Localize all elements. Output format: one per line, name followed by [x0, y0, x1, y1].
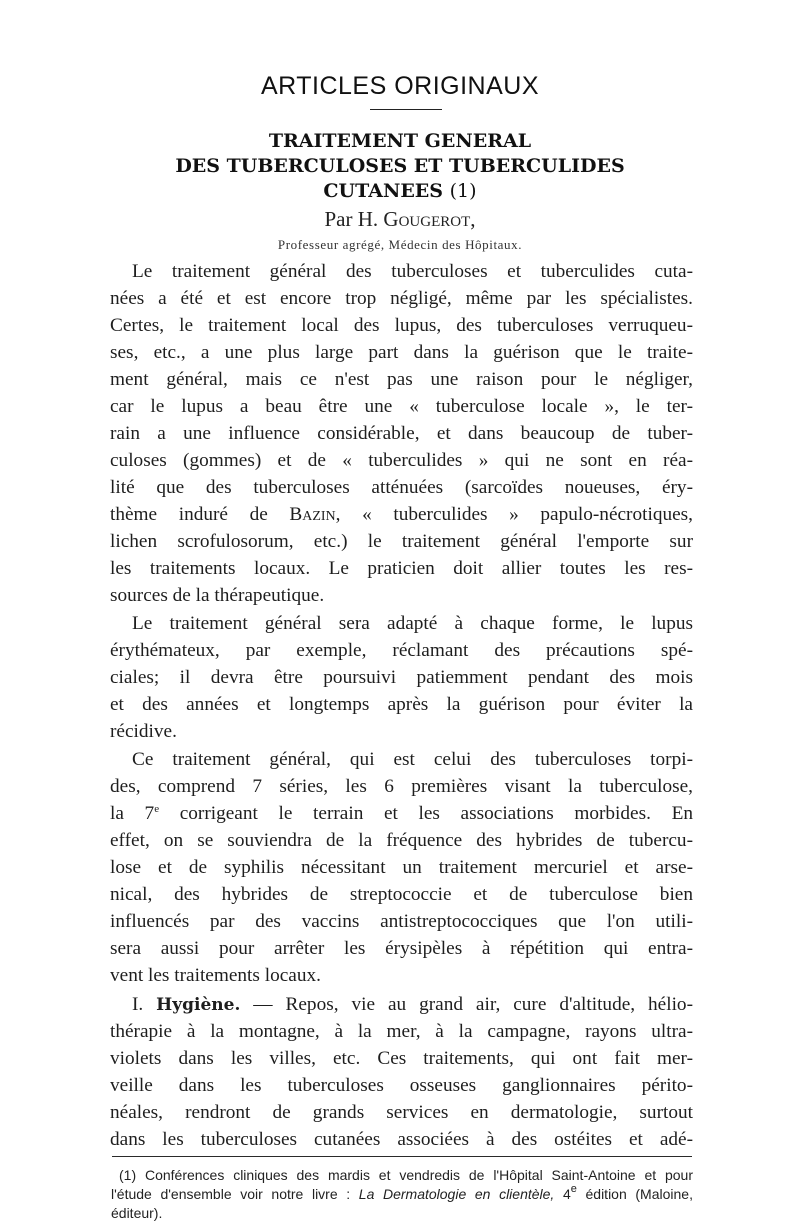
body-line-text: — Repos, vie au grand air, cure d'altitude, hélio-	[240, 994, 693, 1015]
body-line: et des années et longtemps après la guérison pour éviter la	[110, 694, 693, 715]
body-line: les traitements locaux. Le praticien doit allier toutes les res-	[110, 558, 693, 579]
body-line-text: I.	[132, 994, 157, 1015]
article-title-line-1: TRAITEMENT GENERAL	[268, 130, 532, 152]
body-line	[132, 993, 693, 1017]
article-title-line-2: DES TUBERCULOSES ET TUBERCULIDES	[175, 155, 625, 177]
body-line: érythémateux, par exemple, réclamant des précautions spé-	[110, 640, 693, 661]
author-name: Gougerot,	[383, 207, 476, 231]
body-line: Ce traitement général, qui est celui des tuberculoses torpi-	[132, 749, 693, 770]
body-line: lose et de syphilis nécessitant un traitement mercuriel et arse-	[110, 857, 693, 878]
footnote-reference: (1)	[449, 180, 477, 202]
body-line: lité que des tuberculoses atténuées (sarcoïdes noueuses, éry-	[110, 477, 693, 498]
body-line: violets dans les villes, etc. Ces traitements, qui ont fait mer-	[110, 1048, 693, 1069]
body-line: rain a une influence considérable, et dans beaucoup de tuber-	[110, 423, 693, 444]
article-title-line-3	[0, 180, 800, 202]
body-line: Le traitement général sera adapté à chaque forme, le lupus	[132, 613, 693, 634]
body-line: sera aussi pour arrêter les érysipèles à répétition qui entra-	[110, 938, 693, 959]
footnote-line: (1) Conférences cliniques des mardis et vendredis de l'Hôpital Saint-Antoine et pour	[119, 1167, 693, 1183]
body-line-text: thème induré de	[110, 504, 290, 525]
body-line: ses, etc., a une plus large part dans la guérison que le traite-	[110, 342, 693, 363]
author-line	[0, 207, 800, 232]
body-line: culoses (gommes) et de « tuberculides » qui ne sont en réa-	[110, 450, 693, 471]
author-prefix: Par H.	[324, 207, 379, 231]
section-heading: ARTICLES ORIGINAUX	[260, 72, 540, 100]
footnote-text: l'étude d'ensemble voir notre livre :	[111, 1186, 359, 1202]
body-line: néales, rendront de grands services en dermatologie, surtout	[110, 1102, 693, 1123]
body-line	[110, 802, 693, 826]
footnote-line	[111, 1185, 693, 1203]
body-line: influencés par des vaccins antistreptococciques que l'on utili-	[110, 911, 693, 932]
footnote-line: éditeur).	[111, 1205, 163, 1221]
footnote-text: édition (Maloine,	[576, 1186, 693, 1202]
body-line: ciales; il devra être poursuivi patiemment pendant des mois	[110, 667, 693, 688]
footnote-rule	[112, 1156, 692, 1157]
body-line-text: , « tuberculides » papulo-nécrotiques,	[335, 504, 693, 525]
body-line: effet, on se souviendra de la fréquence des hybrides de tubercu-	[110, 830, 693, 851]
body-line: vent les traitements locaux.	[110, 965, 321, 986]
body-line: Le traitement général des tuberculoses et tuberculides cuta-	[132, 261, 693, 282]
subsection-heading: Hygiène.	[156, 995, 241, 1015]
body-line: nées a été et est encore trop négligé, même par les spécialistes.	[110, 288, 693, 309]
body-line: thérapie à la montagne, à la mer, à la campagne, rayons ultra-	[110, 1021, 693, 1042]
footnote-text: 4	[554, 1186, 571, 1202]
heading-rule	[370, 109, 442, 110]
body-line: car le lupus a beau être une « tuberculose locale », le ter-	[110, 396, 693, 417]
body-line-text: corrigeant le terrain et les associations morbides. En	[159, 803, 693, 824]
body-line: récidive.	[110, 721, 177, 742]
body-line: nical, des hybrides de streptococcie et de tuberculose bien	[110, 884, 693, 905]
body-line: des, comprend 7 séries, les 6 premières visant la tuberculose,	[110, 776, 693, 797]
person-name: Bazin	[289, 504, 336, 525]
body-line: veille dans les tuberculoses osseuses ganglionnaires périto-	[110, 1075, 693, 1096]
body-line: sources de la thérapeutique.	[110, 585, 325, 606]
body-line-text: la 7	[110, 803, 155, 824]
body-line: ment général, mais ce n'est pas une raison pour le négliger,	[110, 369, 693, 390]
body-line: dans les tuberculoses cutanées associées à des ostéites et adé-	[110, 1129, 693, 1150]
ordinal-superscript: e	[570, 1183, 577, 1195]
author-affiliation: Professeur agrégé, Médecin des Hôpitaux.	[277, 237, 523, 252]
ordinal-superscript: e	[154, 803, 160, 815]
article-title-line-3-text: CUTANEES	[323, 180, 444, 202]
book-title: La Dermatologie en clientèle,	[358, 1186, 555, 1202]
body-line: Certes, le traitement local des lupus, des tuberculoses verruqueu-	[110, 315, 693, 336]
body-line: lichen scrofulosorum, etc.) le traitement général l'emporte sur	[110, 531, 693, 552]
body-line	[110, 503, 693, 527]
